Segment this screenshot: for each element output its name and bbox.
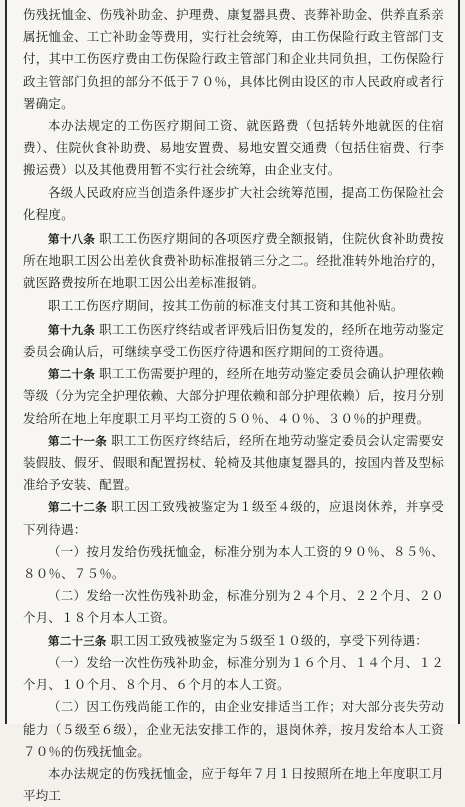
article-20-label: 第二十条 <box>48 367 96 382</box>
article-22-label: 第二十二条 <box>48 500 108 515</box>
article-23-item-2: （二）因工伤残尚能工作的，由企业安排适当工作；对大部分丧失劳动能力（５级至６级），企业无法安排工作的，退岗休养，按月发给本人工资７０％的伤残抚恤金。 <box>23 699 444 759</box>
paragraph-non-pooled-costs: 本办法规定的工伤医疗期间工资、就医路费（包括转外地就医的住宿费）、住院伙食补助费、易地安置费、易地安置交通费（包括住宿费、行李搬运费）以及其他费用暂不实行社会统筹，由企业支付。 <box>23 118 444 178</box>
paragraph-fund-items: 伤残抚恤金、伤残补助金、护理费、康复器具费、丧葬补助金、供养直系亲属抚恤金、工亡补助金等费用，实行社会统筹，由工伤保险行政主管部门支付，其中工伤医疗费由工伤保险行政主管部门和企业共同负担，工伤保险行政主管部门负担的部分不低于７０％，具体比例由设区的市人民政府或者行署确定。 <box>23 7 444 111</box>
article-22 <box>23 496 444 540</box>
article-22-item-2: （二）发给一次性伤残补助金，标准分别为２４个月、２２个月、２０个月、１８个月本人工资。 <box>23 588 444 626</box>
article-19-text: 职工工伤医疗终结或者评残后旧伤复发的，经所在地劳动鉴定委员会确认后，可继续享受工伤医疗待遇和医疗期间的工资待遇。 <box>23 321 444 360</box>
article-23-label: 第二十三条 <box>48 633 107 648</box>
paragraph-government-duty: 各级人民政府应当创造条件逐步扩大社会统筹范围，提高工伤保险社会化程度。 <box>23 184 444 222</box>
article-20-text: 职工工伤需要护理的，经所在地劳动鉴定委员会确认护理依赖等级（分为完全护理依赖、大部分护理依赖和部分护理依赖）后，按月分别发给所在地上年度职工月平均工资的５０％、４０％、３０％的护理费。 <box>23 366 444 426</box>
article-18-paragraph-2: 职工工伤医疗期间，按其工伤前的标准支付其工资和其他补贴。 <box>48 297 404 313</box>
article-22-text: 职工因工致残被鉴定为１级至４级的，应退岗休养，并享受下列待遇： <box>23 499 445 537</box>
article-20 <box>23 363 444 430</box>
article-22-item-1: （一）按月发给伤残抚恤金，标准分别为本人工资的９０％、８５％、８０％、７５％。 <box>23 543 444 582</box>
article-21-label: 第二十一条 <box>48 433 108 448</box>
article-21 <box>23 430 444 497</box>
article-18-label: 第十八条 <box>48 232 96 247</box>
article-21-text: 职工工伤医疗终结后，经所在地劳动鉴定委员会认定需要安装假肢、假牙、假眼和配置拐杖、轮椅及其他康复器具的，按国内普及型标准给予安装、配置。 <box>23 432 445 493</box>
document-page <box>5 0 460 804</box>
article-23-text: 职工因工致残被鉴定为５级至１０级的，享受下列待遇： <box>110 632 429 648</box>
article-19 <box>23 319 444 363</box>
article-19-label: 第十九条 <box>48 322 96 337</box>
article-23-item-1: （一）发给一次性伤残补助金，标准分别为１６个月、１４个月、１２个月、１０个月、８个月、６个月的本人工资。 <box>23 654 444 693</box>
article-18 <box>23 228 444 295</box>
article-23 <box>23 630 444 652</box>
paragraph-pension-adjustment: 本办法规定的伤残抚恤金，应于每年７月１日按照所在地上年度职工月平均工 <box>23 765 444 804</box>
article-18-text: 职工工伤医疗期间的各项医疗费全额报销，住院伙食补助费按所在地职工因公出差伙食费补助标准报销三分之二。经批准转外地治疗的，就医路费按所在地职工因公出差标准报销。 <box>23 231 444 291</box>
